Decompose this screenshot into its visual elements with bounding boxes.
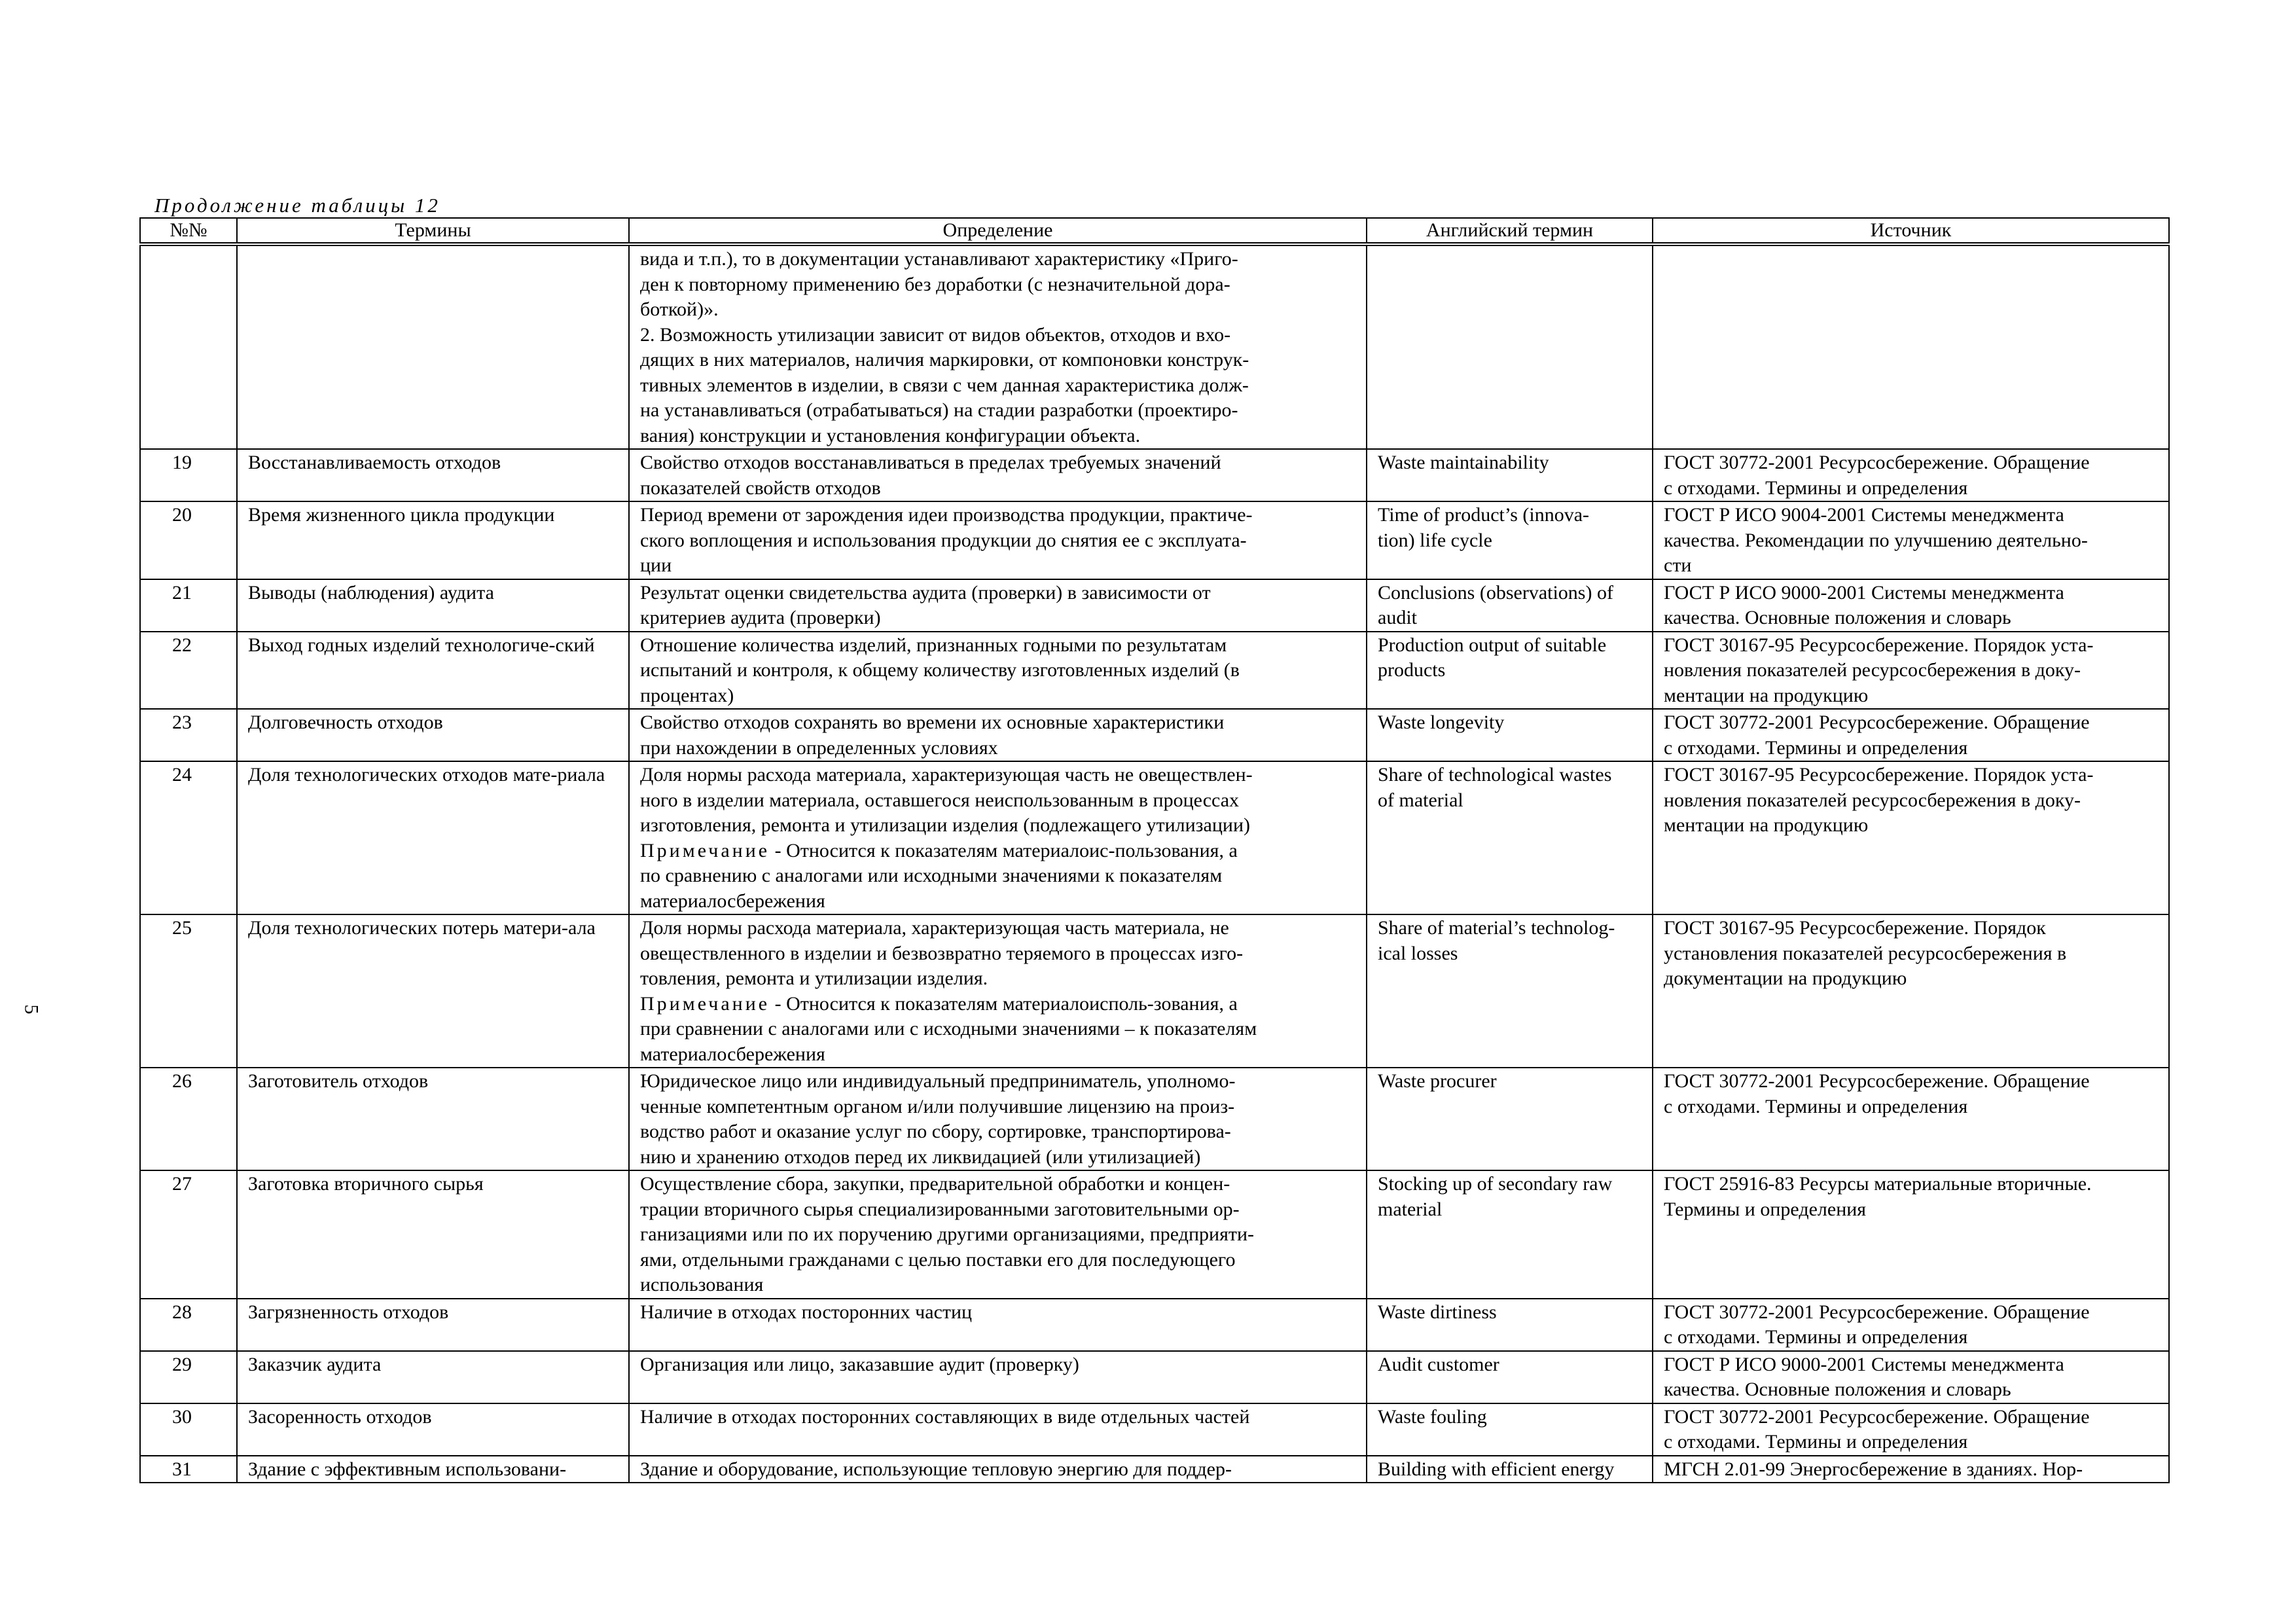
row-number: 30 [140,1403,237,1456]
english-term-line: Share of material’s technolog- [1378,917,1615,939]
table-row [140,579,2169,632]
definition-line: 2. Возможность утилизации зависит от видов объектов, отходов и вхо- [640,323,1231,346]
source-cell [1653,914,2169,1068]
source-line: установления показателей ресурсосбережения в [1664,942,2067,964]
row-number: 31 [140,1456,237,1483]
source-line: ГОСТ 30167-95 Ресурсосбережение. Порядок уста- [1664,764,2094,785]
term-cell: Заготовка вторичного сырья [237,1170,629,1299]
table-row [140,501,2169,579]
definition-cell [629,761,1367,914]
source-cell [1653,632,2169,710]
definition-line: боткой)». [640,298,719,320]
definition-line: Отношение количества изделий, признанных годными по результатам [640,634,1227,656]
source-line: МГСН 2.01-99 Энергосбережение в зданиях. Нор- [1664,1458,2083,1480]
definition-line: тивных элементов в изделии, в связи с чем данная характеристика долж- [640,374,1249,396]
english-term-cell [1367,1170,1653,1299]
source-line: ГОСТ 30167-95 Ресурсосбережение. Порядок [1664,917,2046,939]
definition-line: Свойство отходов восстанавливаться в пределах требуемых значений [640,452,1221,473]
definition-cell [629,1299,1367,1351]
english-term-line: Waste maintainability [1378,452,1549,473]
row-number: 27 [140,1170,237,1299]
term-cell: Доля технологических отходов мате-риала [237,761,629,914]
row-number: 19 [140,449,237,501]
table-row [140,709,2169,761]
definition-line: нию и хранению отходов перед их ликвидацией (или утилизацией) [640,1146,1201,1168]
definition-line: трации вторичного сырья специализированными заготовительными ор- [640,1198,1240,1220]
column-header-source: Источник [1653,218,2169,244]
source-line: ГОСТ Р ИСО 9004-2001 Системы менеджмента [1664,504,2064,526]
definition-line: Наличие в отходах посторонних частиц [640,1301,973,1323]
note-label: Примечание [640,992,770,1015]
table-row [140,632,2169,710]
source-line: ментации на продукцию [1664,814,1869,836]
source-line: с отходами. Термины и определения [1664,477,1968,499]
source-line: документации на продукцию [1664,967,1907,989]
note-label: Примечание [640,839,770,861]
row-number: 28 [140,1299,237,1351]
english-term-cell [1367,632,1653,710]
term-cell: Выводы (наблюдения) аудита [237,579,629,632]
source-cell [1653,761,2169,914]
definition-line: ского воплощения и использования продукции до снятия ее с эксплуата- [640,529,1247,551]
source-line: с отходами. Термины и определения [1664,1326,1968,1348]
table-row [140,1299,2169,1351]
definition-cell [629,244,1367,449]
english-term-cell [1367,1456,1653,1483]
definition-line: ченные компетентным органом и/или получившие лицензию на произ- [640,1095,1235,1117]
definition-line: Организация или лицо, заказавшие аудит (проверку) [640,1353,1079,1375]
term-cell: Восстанавливаемость отходов [237,449,629,501]
definition-line: вида и т.п.), то в документации устанавливают характеристику «Приго- [640,248,1238,270]
definition-line: при нахождении в определенных условиях [640,736,998,759]
table-row [140,449,2169,501]
row-number: 29 [140,1351,237,1403]
term-cell: Здание с эффективным использовани- [237,1456,629,1483]
term-cell: Долговечность отходов [237,709,629,761]
table-row [140,1068,2169,1170]
english-term-cell [1367,449,1653,501]
english-term-line: of material [1378,789,1463,811]
definition-line: водство работ и оказание услуг по сбору, сортировке, транспортирова- [640,1121,1231,1142]
source-line: качества. Основные положения и словарь [1664,1379,2011,1400]
row-number: 23 [140,709,237,761]
note-text: - Относится к показателям материалоис-пользования, а [770,839,1238,861]
source-line: ГОСТ 30772-2001 Ресурсосбережение. Обращение [1664,712,2090,733]
english-term-cell [1367,579,1653,632]
source-line: Термины и определения [1664,1198,1867,1220]
english-term-cell [1367,761,1653,914]
source-line: ментации на продукцию [1664,684,1869,706]
definition-line: испытаний и контроля, к общему количеству изготовленных изделий (в [640,659,1240,681]
english-term-line: Conclusions (observations) of [1378,581,1613,604]
source-line: ГОСТ Р ИСО 9000-2001 Системы менеджмента [1664,581,2064,604]
source-cell [1653,1456,2169,1483]
definition-line: Свойство отходов сохранять во времени их основные характеристики [640,712,1225,733]
definition-cell [629,1456,1367,1483]
english-term-cell [1367,1068,1653,1170]
table-row [140,1170,2169,1299]
english-term-line: Share of technological wastes [1378,764,1612,785]
english-term-line: material [1378,1198,1443,1220]
english-term-line: Waste procurer [1378,1070,1497,1092]
table-row [140,761,2169,914]
english-term-line: Stocking up of secondary raw [1378,1173,1613,1195]
definition-cell [629,1068,1367,1170]
row-number: 24 [140,761,237,914]
table-caption: Продолжение таблицы 12 [154,194,440,217]
source-line: качества. Рекомендации по улучшению деятельно- [1664,529,2088,551]
definition-line: ного в изделии материала, оставшегося неиспользованным в процессах [640,789,1240,811]
row-number: 25 [140,914,237,1068]
table-row [140,1351,2169,1403]
definition-cell [629,1403,1367,1456]
source-line: ГОСТ 30167-95 Ресурсосбережение. Порядок уста- [1664,634,2094,656]
source-line: с отходами. Термины и определения [1664,736,1968,759]
definition-line: Осуществление сбора, закупки, предварительной обработки и концен- [640,1173,1230,1195]
english-term-cell [1367,1299,1653,1351]
source-cell [1653,1351,2169,1403]
row-number: 20 [140,501,237,579]
source-line: ГОСТ 30772-2001 Ресурсосбережение. Обращение [1664,1070,2090,1092]
definition-line: Доля нормы расхода материала, характеризующая часть не овеществлен- [640,764,1253,785]
term-cell [237,244,629,449]
source-line: сти [1664,554,1692,576]
english-term-line: Waste longevity [1378,712,1505,733]
definition-line: Наличие в отходах посторонних составляющих в виде отдельных частей [640,1405,1250,1428]
note-line [640,839,1359,864]
english-term-line: Waste fouling [1378,1405,1487,1428]
definition-line: на устанавливаться (отрабатываться) на стадии разработки (проектиро- [640,399,1238,421]
source-cell [1653,709,2169,761]
definition-cell [629,579,1367,632]
definition-line: ганизациями или по их поручению другими организациями, предприяти- [640,1223,1255,1245]
table-row [140,1403,2169,1456]
source-cell [1653,579,2169,632]
source-line: ГОСТ 25916-83 Ресурсы материальные вторичные. [1664,1173,2092,1195]
definition-line: ден к повторному применению без доработки (с незначительной дора- [640,273,1230,295]
english-term-line: Production output of suitable [1378,634,1607,656]
term-cell: Заготовитель отходов [237,1068,629,1170]
english-term-cell [1367,1403,1653,1456]
definition-line: использования [640,1274,764,1295]
source-line: ГОСТ 30772-2001 Ресурсосбережение. Обращение [1664,452,2090,473]
english-term-line: Audit customer [1378,1353,1499,1375]
definition-line: Доля нормы расхода материала, характеризующая часть материала, не [640,917,1229,939]
source-cell [1653,244,2169,449]
table-row [140,914,2169,1068]
english-term-cell [1367,244,1653,449]
note-line: материалосбережения [640,890,825,912]
definition-line: критериев аудита (проверки) [640,607,881,628]
english-term-line: products [1378,659,1446,681]
term-cell: Доля технологических потерь матери-ала [237,914,629,1068]
row-number: 26 [140,1068,237,1170]
definition-line: изготовления, ремонта и утилизации изделия (подлежащего утилизации) [640,814,1250,836]
term-cell: Засоренность отходов [237,1403,629,1456]
english-term-cell [1367,1351,1653,1403]
source-cell [1653,449,2169,501]
english-term-line: Time of product’s (innova- [1378,504,1590,526]
english-term-line: Building with efficient energy [1378,1458,1615,1480]
note-text: - Относится к показателям материалоисполь-зования, а [770,992,1238,1015]
english-term-cell [1367,501,1653,579]
row-number: 21 [140,579,237,632]
source-line: ГОСТ 30772-2001 Ресурсосбережение. Обращение [1664,1405,2090,1428]
column-header-english: Английский термин [1367,218,1653,244]
note-line [640,992,1359,1017]
source-line: новления показателей ресурсосбережения в доку- [1664,659,2081,681]
source-line: с отходами. Термины и определения [1664,1431,1968,1453]
table-header-row [140,218,2169,244]
definition-line: овеществленного в изделии и безвозвратно теряемого в процессах изго- [640,942,1244,964]
english-term-line: tion) life cycle [1378,529,1492,551]
definition-line: показателей свойств отходов [640,477,881,499]
definition-line: Результат оценки свидетельства аудита (проверки) в зависимости от [640,581,1211,604]
column-header-definition: Определение [629,218,1367,244]
definition-line: Юридическое лицо или индивидуальный предприниматель, уполномо- [640,1070,1236,1092]
row-number: 22 [140,632,237,710]
note-line: материалосбережения [640,1043,825,1065]
definition-cell [629,632,1367,710]
note-line: при сравнении с аналогами или с исходными значениями – к показателям [640,1018,1257,1039]
source-cell [1653,1068,2169,1170]
definition-line: ями, отдельными гражданами с целью поставки его для последующего [640,1248,1236,1271]
term-cell: Время жизненного цикла продукции [237,501,629,579]
english-term-line: ical losses [1378,942,1458,964]
source-line: с отходами. Термины и определения [1664,1095,1968,1117]
english-term-cell [1367,709,1653,761]
row-number [140,244,237,449]
table-body [140,244,2169,1483]
terms-table [139,217,2170,1483]
page-number: 5 [20,1004,43,1015]
term-cell: Заказчик аудита [237,1351,629,1403]
definition-line: товления, ремонта и утилизации изделия. [640,967,988,989]
definition-line: вания) конструкции и установления конфигурации объекта. [640,424,1141,446]
source-line: ГОСТ 30772-2001 Ресурсосбережение. Обращение [1664,1301,2090,1323]
source-line: новления показателей ресурсосбережения в доку- [1664,789,2081,811]
english-term-line: Waste dirtiness [1378,1301,1497,1323]
source-cell [1653,1299,2169,1351]
source-cell [1653,501,2169,579]
column-header-num: №№ [140,218,237,244]
source-cell [1653,1170,2169,1299]
definition-line: ции [640,554,672,576]
source-line: ГОСТ Р ИСО 9000-2001 Системы менеджмента [1664,1353,2064,1375]
definition-line: процентах) [640,684,734,706]
definition-cell [629,709,1367,761]
term-cell: Выход годных изделий технологиче-ский [237,632,629,710]
definition-cell [629,501,1367,579]
term-cell: Загрязненность отходов [237,1299,629,1351]
definition-line: Здание и оборудование, использующие тепловую энергию для поддер- [640,1458,1232,1480]
source-cell [1653,1403,2169,1456]
table-row [140,244,2169,449]
definition-cell [629,449,1367,501]
english-term-line: audit [1378,607,1417,628]
definition-cell [629,914,1367,1068]
source-line: качества. Основные положения и словарь [1664,607,2011,628]
table-row [140,1456,2169,1483]
definition-line: Период времени от зарождения идеи производства продукции, практиче- [640,504,1253,526]
definition-cell [629,1170,1367,1299]
english-term-cell [1367,914,1653,1068]
definition-cell [629,1351,1367,1403]
note-line: по сравнению с аналогами или исходными значениями к показателям [640,865,1223,886]
definition-line: дящих в них материалов, наличия маркировки, от компоновки конструк- [640,349,1249,370]
column-header-term: Термины [237,218,629,244]
